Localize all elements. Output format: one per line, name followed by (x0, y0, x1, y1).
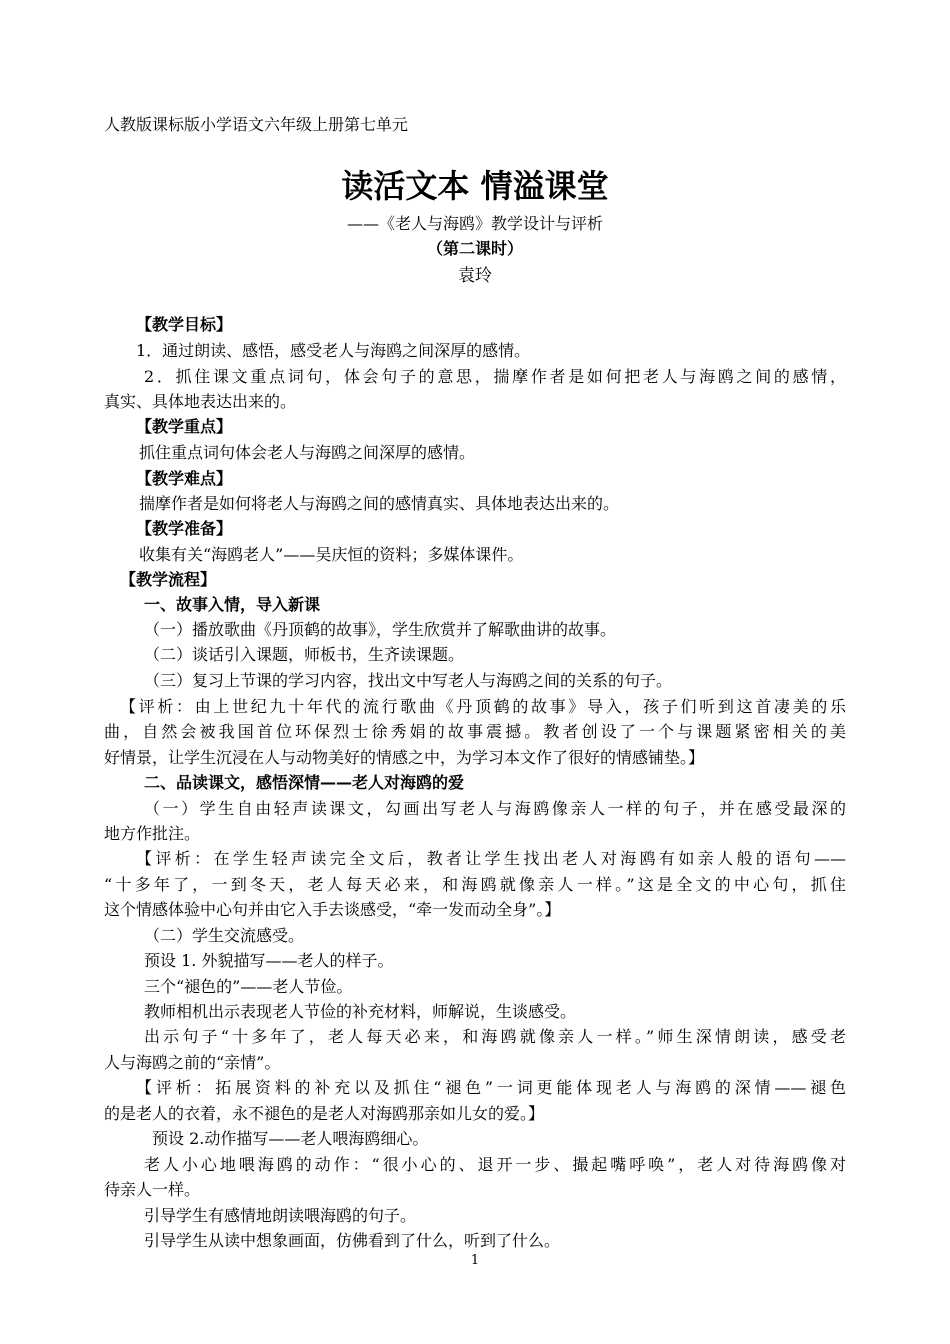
section-heading-difficulties: 【教学难点】 (136, 469, 233, 488)
section-heading-preparation: 【教学准备】 (136, 519, 233, 538)
body-line: 真实、具体地表达出来的。 (104, 392, 297, 411)
body-line: 抓住重点词句体会老人与海鸥之间深厚的感情。 (139, 443, 476, 462)
body-line: （二）学生交流感受。 (144, 926, 305, 945)
body-line: 待亲人一样。 (104, 1180, 201, 1199)
body-line: （一）学生自由轻声读课文，勾画出写老人与海鸥像亲人一样的句子，并在感受最深的 (144, 799, 846, 818)
main-title: 读活文本 情溢课堂 (341, 167, 609, 205)
body-line: （一）播放歌曲《丹顶鹤的故事》，学生欣赏并了解歌曲讲的故事。 (144, 620, 617, 639)
author-name: 袁玲 (458, 266, 492, 286)
body-line: 引导学生从读中想象画面，仿佛看到了什么，听到了什么。 (144, 1231, 561, 1250)
section-heading-objectives: 【教学目标】 (136, 315, 233, 334)
body-line: 老人小心地喂海鸥的动作：“很小心的、退开一步、撮起嘴呼唤”，老人对待海鸥像对 (144, 1155, 846, 1174)
body-line: 收集有关“海鸥老人”——吴庆恒的资料；多媒体课件。 (139, 545, 524, 564)
lesson-label: （第二课时） (426, 239, 523, 258)
unit-header: 人教版课标版小学语文六年级上册第七单元 (104, 115, 409, 134)
body-line: 地方作批注。 (104, 824, 201, 843)
page-number: 1 (470, 1253, 480, 1268)
body-line: 引导学生有感情地朗读喂海鸥的句子。 (144, 1206, 417, 1225)
commentary-line: 【评析：在学生轻声读完全文后，教者让学生找出老人对海鸥有如亲人般的语句—— (136, 849, 846, 868)
body-line: 1．通过朗读、感悟，感受老人与海鸥之间深厚的感情。 (136, 341, 531, 360)
body-line: 出示句子“十多年了，老人每天必来，和海鸥就像亲人一样。”师生深情朗读，感受老 (144, 1027, 846, 1046)
commentary-line: 曲，自然会被我国首位环保烈士徐秀娟的故事震撼。教者创设了一个与课题紧密相关的美 (104, 722, 846, 741)
body-line: 预设 2.动作描写——老人喂海鸥细心。 (152, 1129, 429, 1148)
section-heading-key-points: 【教学重点】 (136, 417, 233, 436)
body-line: 三个“褪色的”——老人节俭。 (144, 977, 353, 996)
commentary-line: 这个情感体验中心句并由它入手去谈感受，“牵一发而动全身”。】 (104, 900, 561, 919)
body-line: 人与海鸥之前的“亲情”。 (104, 1053, 281, 1072)
body-line: 揣摩作者是如何将老人与海鸥之间的感情真实、具体地表达出来的。 (139, 494, 620, 513)
body-line: 2．抓住课文重点词句，体会句子的意思，揣摩作者是如何把老人与海鸥之间的感情， (144, 367, 846, 386)
step-heading-2: 二、品读课文，感悟深情——老人对海鸥的爱 (144, 773, 465, 792)
subtitle: ——《老人与海鸥》教学设计与评析 (346, 214, 603, 233)
commentary-line: 好情景，让学生沉浸在人与动物美好的情感之中，为学习本文作了很好的情感铺垫。】 (104, 748, 705, 767)
commentary-line: 【评析：由上世纪九十年代的流行歌曲《丹顶鹤的故事》导入，孩子们听到这首凄美的乐 (120, 697, 846, 716)
commentary-line: 【评析：拓展资料的补充以及抓住“褪色”一词更能体现老人与海鸥的深情——褪色 (136, 1078, 846, 1097)
step-heading-1: 一、故事入情，导入新课 (144, 595, 321, 614)
section-heading-procedure: 【教学流程】 (120, 570, 217, 589)
commentary-line: 的是老人的衣着，永不褪色的是老人对海鸥那亲如儿女的爱。】 (104, 1104, 545, 1123)
commentary-line: “十多年了，一到冬天，老人每天必来，和海鸥就像亲人一样。”这是全文的中心句，抓住 (104, 875, 846, 894)
body-line: （二）谈话引入课题，师板书，生齐读课题。 (144, 645, 465, 664)
body-line: 教师相机出示表现老人节俭的补充材料，师解说，生谈感受。 (144, 1002, 577, 1021)
body-line: 预设 1. 外貌描写——老人的样子。 (144, 951, 394, 970)
body-line: （三）复习上节课的学习内容，找出文中写老人与海鸥之间的关系的句子。 (144, 671, 673, 690)
